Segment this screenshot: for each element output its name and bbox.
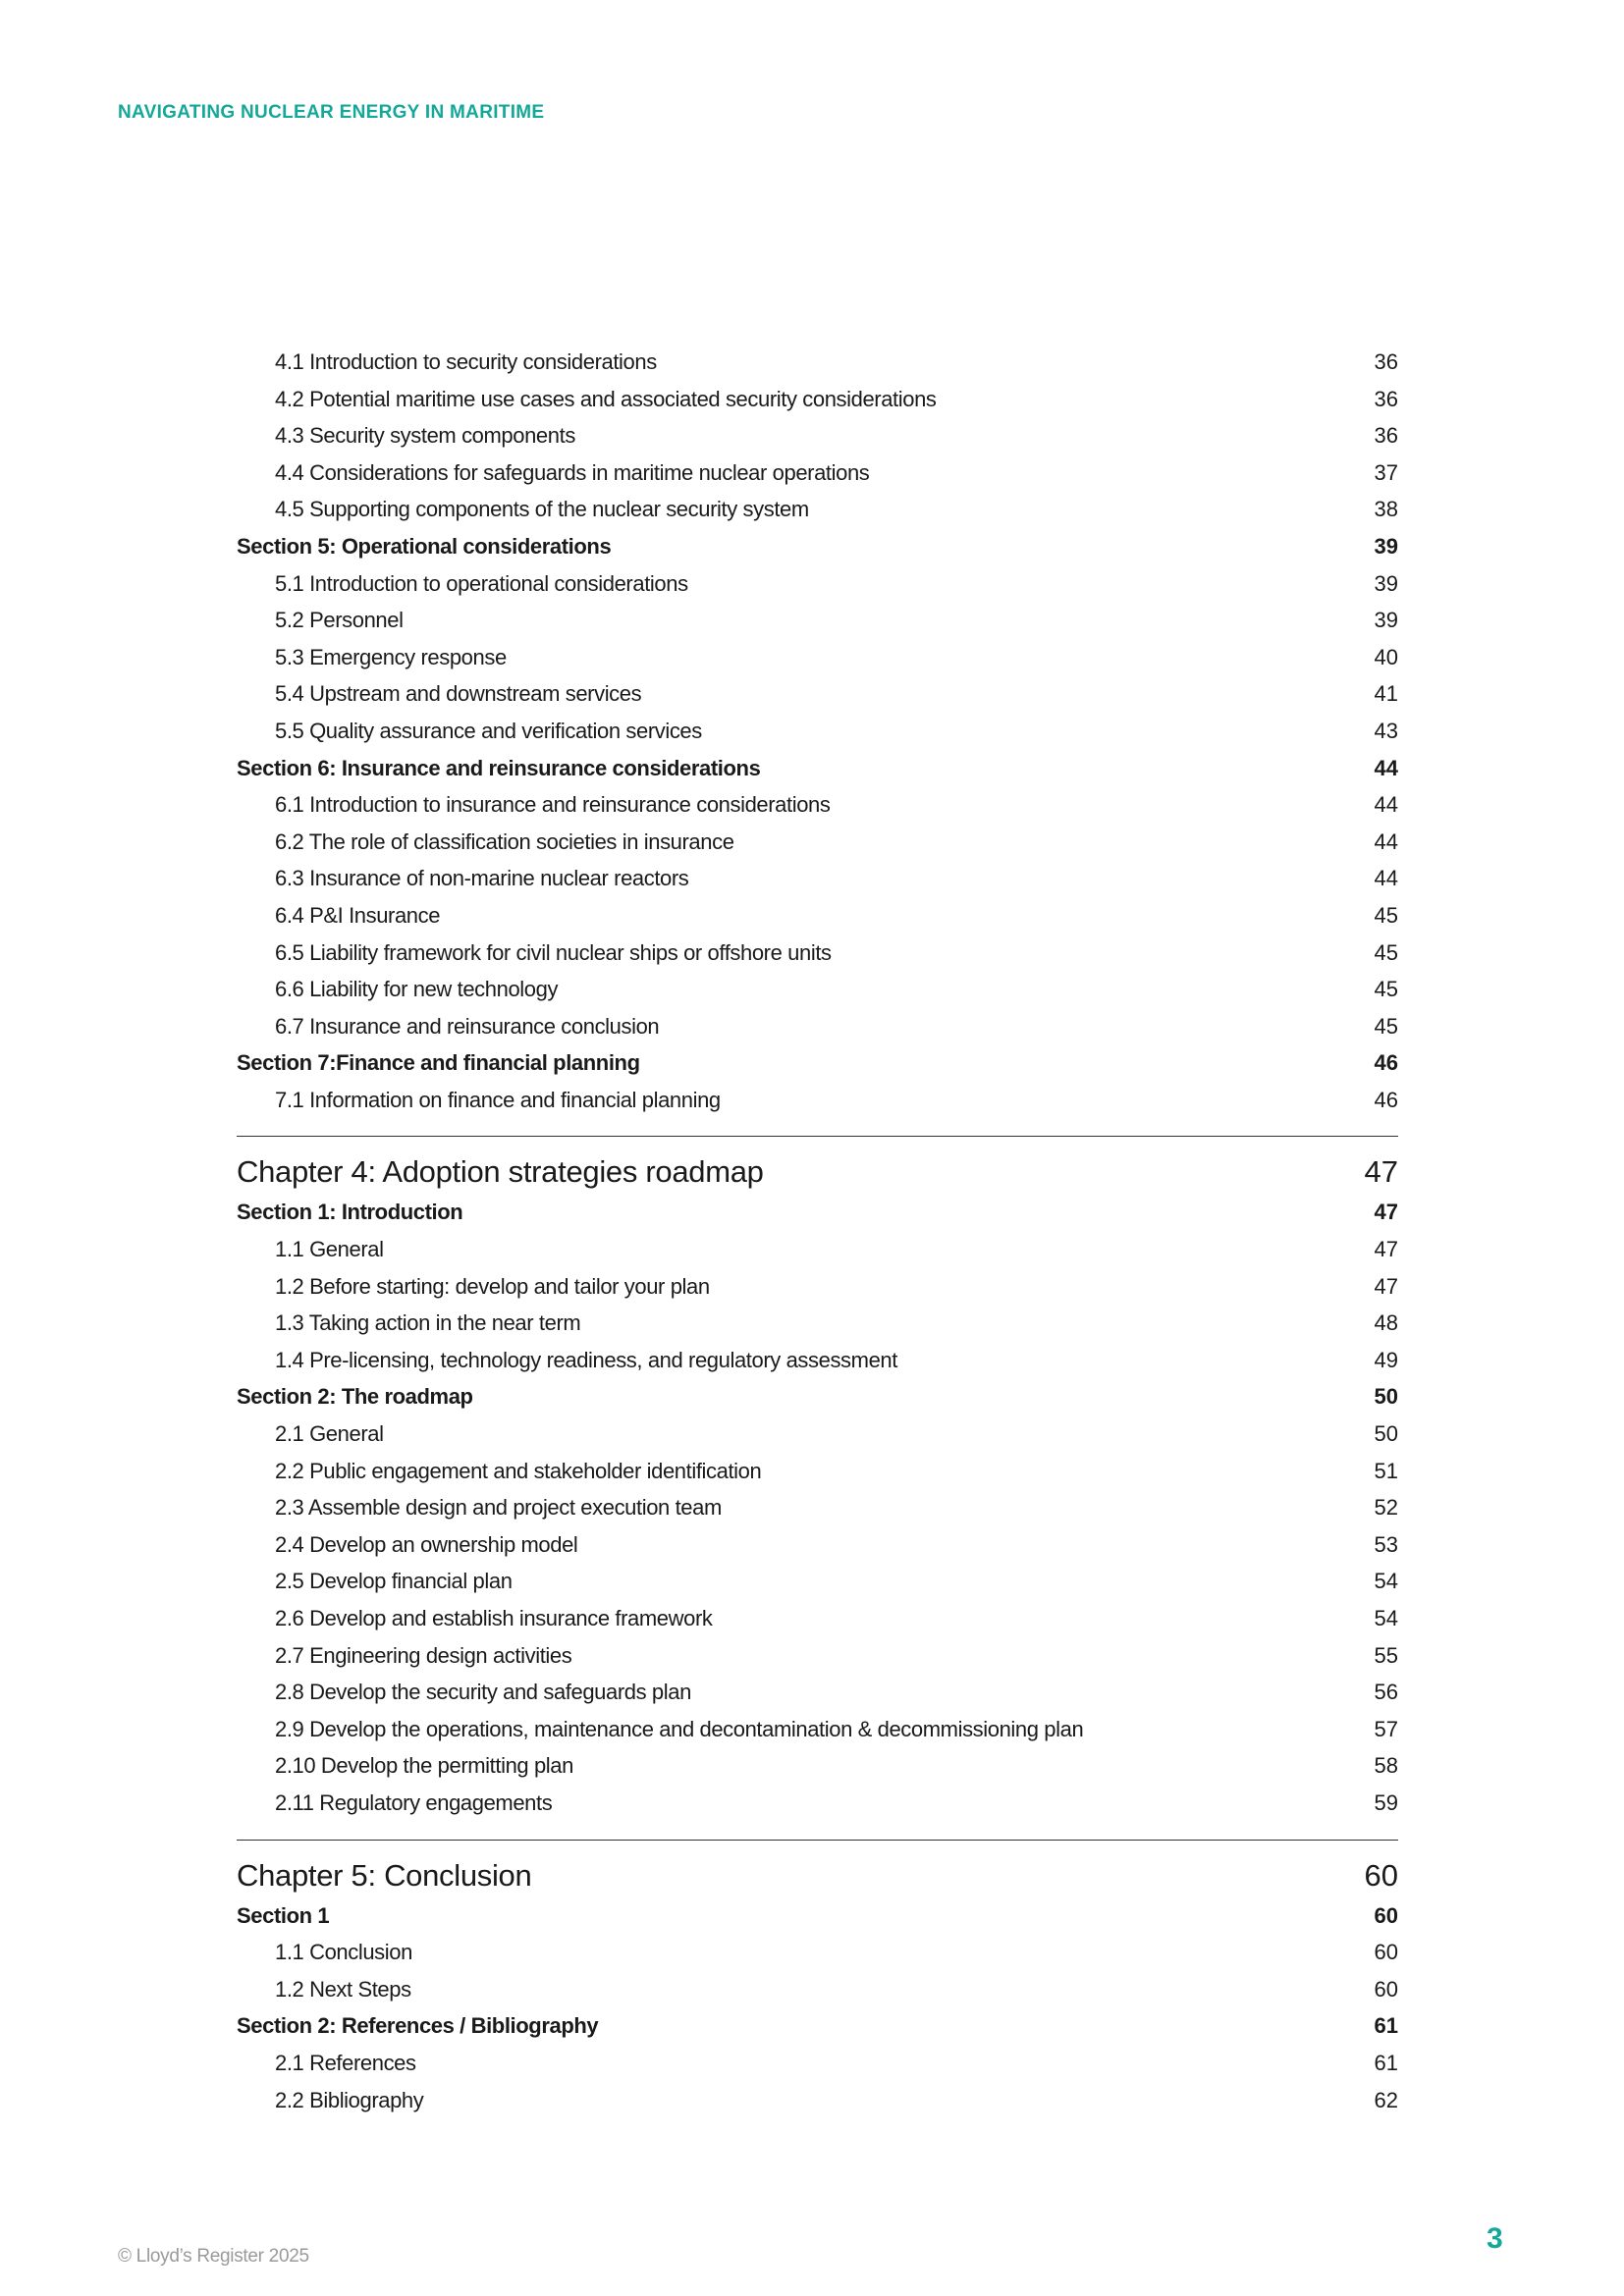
- toc-entry-page: 50: [1374, 1384, 1398, 1410]
- toc-entry-page: 61: [1374, 2050, 1398, 2075]
- toc-entry-page: 38: [1374, 497, 1398, 522]
- toc-entry-sub[interactable]: [237, 639, 1398, 676]
- footer-copyright: © Lloyd’s Register 2025: [118, 2246, 309, 2267]
- toc-entry-label: 6.1 Introduction to insurance and reinsurance considerations: [275, 792, 831, 818]
- toc-entry-chapter[interactable]: [237, 1150, 1398, 1194]
- toc-entry-sub[interactable]: [237, 1082, 1398, 1119]
- toc-entry-label: Section 2: The roadmap: [237, 1384, 473, 1410]
- toc-entry-label: Section 1: [237, 1902, 330, 1928]
- toc-entry-label: Chapter 5: Conclusion: [237, 1857, 532, 1893]
- toc-entry-section[interactable]: [237, 750, 1398, 787]
- toc-entry-label: 1.4 Pre-licensing, technology readiness, and regulatory assessment: [275, 1347, 897, 1372]
- toc-entry-page: 50: [1374, 1421, 1398, 1447]
- toc-entry-sub[interactable]: [237, 1600, 1398, 1637]
- toc-entry-section[interactable]: [237, 1194, 1398, 1231]
- toc-entry-label: 5.2 Personnel: [275, 608, 404, 633]
- toc-entry-label: 6.4 P&I Insurance: [275, 902, 441, 928]
- toc-entry-chapter[interactable]: [237, 1854, 1398, 1897]
- toc-entry-label: 2.6 Develop and establish insurance framework: [275, 1606, 713, 1630]
- toc-entry-page: 45: [1374, 939, 1398, 965]
- toc-entry-page: 60: [1374, 1902, 1398, 1928]
- toc-entry-page: 37: [1374, 459, 1398, 485]
- toc-entry-label: 4.3 Security system components: [275, 423, 575, 449]
- toc-entry-label: 1.3 Taking action in the near term: [275, 1310, 581, 1336]
- toc-entry-section[interactable]: [237, 528, 1398, 565]
- toc-entry-page: 46: [1374, 1050, 1398, 1076]
- toc-entry-sub[interactable]: [237, 1674, 1398, 1711]
- toc-group: [237, 1854, 1398, 2119]
- toc-entry-sub[interactable]: [237, 1563, 1398, 1600]
- toc-entry-label: 6.6 Liability for new technology: [275, 977, 559, 1002]
- toc-entry-sub[interactable]: [237, 1231, 1398, 1268]
- toc-entry-page: 51: [1374, 1458, 1398, 1483]
- toc-entry-label: 2.2 Public engagement and stakeholder identification: [275, 1458, 762, 1483]
- toc-entry-label: 4.2 Potential maritime use cases and associated security considerations: [275, 386, 937, 411]
- toc-entry-label: 5.5 Quality assurance and verification services: [275, 718, 702, 743]
- toc-entry-label: 2.1 References: [275, 2050, 416, 2075]
- toc-entry-page: 52: [1374, 1495, 1398, 1521]
- toc-group: [237, 1150, 1398, 1821]
- toc-entry-label: 2.2 Bibliography: [275, 2087, 424, 2112]
- toc-entry-page: 62: [1374, 2087, 1398, 2112]
- toc-entry-page: 48: [1374, 1310, 1398, 1336]
- toc-entry-page: 49: [1374, 1347, 1398, 1372]
- toc-entry-label: Section 6: Insurance and reinsurance considerations: [237, 755, 761, 780]
- toc-entry-sub[interactable]: [237, 1342, 1398, 1379]
- toc-entry-sub[interactable]: [237, 1934, 1398, 1971]
- toc-entry-sub[interactable]: [237, 1305, 1398, 1342]
- toc-entry-label: Chapter 4: Adoption strategies roadmap: [237, 1154, 764, 1190]
- toc-entry-label: 1.1 General: [275, 1237, 384, 1262]
- toc-entry-page: 60: [1364, 1857, 1398, 1893]
- toc-entry-sub[interactable]: [237, 2082, 1398, 2119]
- toc-entry-sub[interactable]: [237, 1268, 1398, 1306]
- toc-entry-label: 2.9 Develop the operations, maintenance and decontamination & decommissioning plan: [275, 1716, 1084, 1741]
- toc-entry-label: 2.7 Engineering design activities: [275, 1642, 572, 1668]
- toc-entry-label: 2.8 Develop the security and safeguards plan: [275, 1680, 691, 1705]
- toc-entry-sub[interactable]: [237, 1971, 1398, 2008]
- toc-entry-page: 44: [1374, 792, 1398, 818]
- toc-entry-label: Section 5: Operational considerations: [237, 533, 612, 559]
- toc-entry-page: 39: [1374, 533, 1398, 559]
- toc-entry-label: 4.4 Considerations for safeguards in maritime nuclear operations: [275, 459, 870, 485]
- toc-entry-page: 58: [1374, 1753, 1398, 1779]
- toc-entry-sub[interactable]: [237, 417, 1398, 454]
- toc-entry-sub[interactable]: [237, 1008, 1398, 1045]
- toc-entry-sub[interactable]: [237, 934, 1398, 972]
- toc-entry-sub[interactable]: [237, 381, 1398, 418]
- toc-entry-page: 36: [1374, 349, 1398, 374]
- chapter-divider: [237, 1840, 1398, 1841]
- toc-entry-page: 36: [1374, 386, 1398, 411]
- toc-entry-sub[interactable]: [237, 344, 1398, 381]
- toc-entry-sub[interactable]: [237, 786, 1398, 824]
- toc-entry-page: 47: [1374, 1200, 1398, 1225]
- toc-entry-page: 39: [1374, 570, 1398, 596]
- toc-entry-label: Section 7:Finance and financial planning: [237, 1050, 640, 1076]
- toc-entry-page: 47: [1364, 1154, 1398, 1190]
- toc-entry-sub[interactable]: [237, 2045, 1398, 2082]
- toc-entry-sub[interactable]: [237, 1785, 1398, 1822]
- toc-entry-page: 36: [1374, 423, 1398, 449]
- toc-group: [237, 344, 1398, 1118]
- toc-entry-label: 4.1 Introduction to security considerations: [275, 349, 657, 374]
- toc-entry-page: 41: [1374, 681, 1398, 707]
- chapter-divider: [237, 1136, 1398, 1137]
- toc-entry-page: 47: [1374, 1273, 1398, 1299]
- toc-entry-label: 2.11 Regulatory engagements: [275, 1789, 553, 1815]
- toc-entry-sub[interactable]: [237, 860, 1398, 897]
- toc-entry-label: 5.3 Emergency response: [275, 644, 507, 669]
- toc-entry-sub[interactable]: [237, 1747, 1398, 1785]
- toc-entry-sub[interactable]: [237, 1415, 1398, 1453]
- toc-entry-label: 2.5 Develop financial plan: [275, 1569, 513, 1594]
- toc-entry-page: 55: [1374, 1642, 1398, 1668]
- toc-entry-page: 60: [1374, 1976, 1398, 2002]
- toc-entry-sub[interactable]: [237, 713, 1398, 750]
- toc-entry-label: 1.2 Before starting: develop and tailor your plan: [275, 1273, 710, 1299]
- toc-entry-page: 44: [1374, 828, 1398, 854]
- toc-entry-page: 45: [1374, 902, 1398, 928]
- toc-entry-page: 53: [1374, 1531, 1398, 1557]
- toc-entry-page: 45: [1374, 1013, 1398, 1039]
- toc-entry-section[interactable]: [237, 1044, 1398, 1082]
- toc-entry-page: 54: [1374, 1569, 1398, 1594]
- toc-entry-label: 2.4 Develop an ownership model: [275, 1531, 578, 1557]
- toc-entry-page: 45: [1374, 977, 1398, 1002]
- toc-entry-label: 7.1 Information on finance and financial planning: [275, 1087, 721, 1112]
- toc-entry-sub[interactable]: [237, 1453, 1398, 1490]
- toc-entry-label: Section 1: Introduction: [237, 1200, 463, 1225]
- toc-entry-label: 5.1 Introduction to operational considerations: [275, 570, 688, 596]
- toc-entry-section[interactable]: [237, 2007, 1398, 2045]
- toc-entry-section[interactable]: [237, 1378, 1398, 1415]
- toc-entry-page: 46: [1374, 1087, 1398, 1112]
- toc-entry-page: 60: [1374, 1940, 1398, 1965]
- toc-entry-label: 6.7 Insurance and reinsurance conclusion: [275, 1013, 660, 1039]
- toc-entry-sub[interactable]: [237, 602, 1398, 639]
- toc-entry-label: 4.5 Supporting components of the nuclear security system: [275, 497, 809, 522]
- table-of-contents: [237, 344, 1398, 2118]
- toc-entry-page: 40: [1374, 644, 1398, 669]
- toc-entry-sub[interactable]: [237, 971, 1398, 1008]
- toc-entry-page: 61: [1374, 2013, 1398, 2039]
- toc-entry-page: 47: [1374, 1237, 1398, 1262]
- toc-entry-page: 56: [1374, 1680, 1398, 1705]
- toc-entry-page: 59: [1374, 1789, 1398, 1815]
- toc-entry-sub[interactable]: [237, 675, 1398, 713]
- toc-entry-sub[interactable]: [237, 1489, 1398, 1526]
- toc-entry-sub[interactable]: [237, 1637, 1398, 1675]
- toc-entry-sub[interactable]: [237, 1526, 1398, 1564]
- toc-entry-label: 5.4 Upstream and downstream services: [275, 681, 642, 707]
- running-header: NAVIGATING NUCLEAR ENERGY IN MARITIME: [118, 102, 545, 123]
- toc-entry-label: 2.10 Develop the permitting plan: [275, 1753, 573, 1779]
- toc-entry-sub[interactable]: [237, 1711, 1398, 1748]
- toc-entry-label: 6.3 Insurance of non-marine nuclear reactors: [275, 866, 689, 891]
- toc-entry-page: 54: [1374, 1606, 1398, 1630]
- toc-entry-sub[interactable]: [237, 565, 1398, 603]
- toc-entry-label: 1.1 Conclusion: [275, 1940, 412, 1965]
- toc-entry-label: Section 2: References / Bibliography: [237, 2013, 599, 2039]
- toc-entry-label: 6.5 Liability framework for civil nuclear ships or offshore units: [275, 939, 832, 965]
- toc-entry-label: 2.1 General: [275, 1421, 384, 1447]
- toc-entry-sub[interactable]: [237, 454, 1398, 492]
- toc-entry-page: 43: [1374, 718, 1398, 743]
- toc-entry-label: 1.2 Next Steps: [275, 1976, 411, 2002]
- toc-entry-label: 6.2 The role of classification societies in insurance: [275, 828, 734, 854]
- toc-entry-page: 44: [1374, 866, 1398, 891]
- toc-entry-page: 57: [1374, 1716, 1398, 1741]
- toc-entry-sub[interactable]: [237, 491, 1398, 528]
- toc-entry-label: 2.3 Assemble design and project execution team: [275, 1495, 722, 1521]
- toc-entry-section[interactable]: [237, 1897, 1398, 1935]
- footer-page-number: 3: [1487, 2222, 1503, 2255]
- toc-entry-page: 39: [1374, 608, 1398, 633]
- toc-entry-page: 44: [1374, 755, 1398, 780]
- toc-entry-sub[interactable]: [237, 824, 1398, 861]
- toc-entry-sub[interactable]: [237, 897, 1398, 934]
